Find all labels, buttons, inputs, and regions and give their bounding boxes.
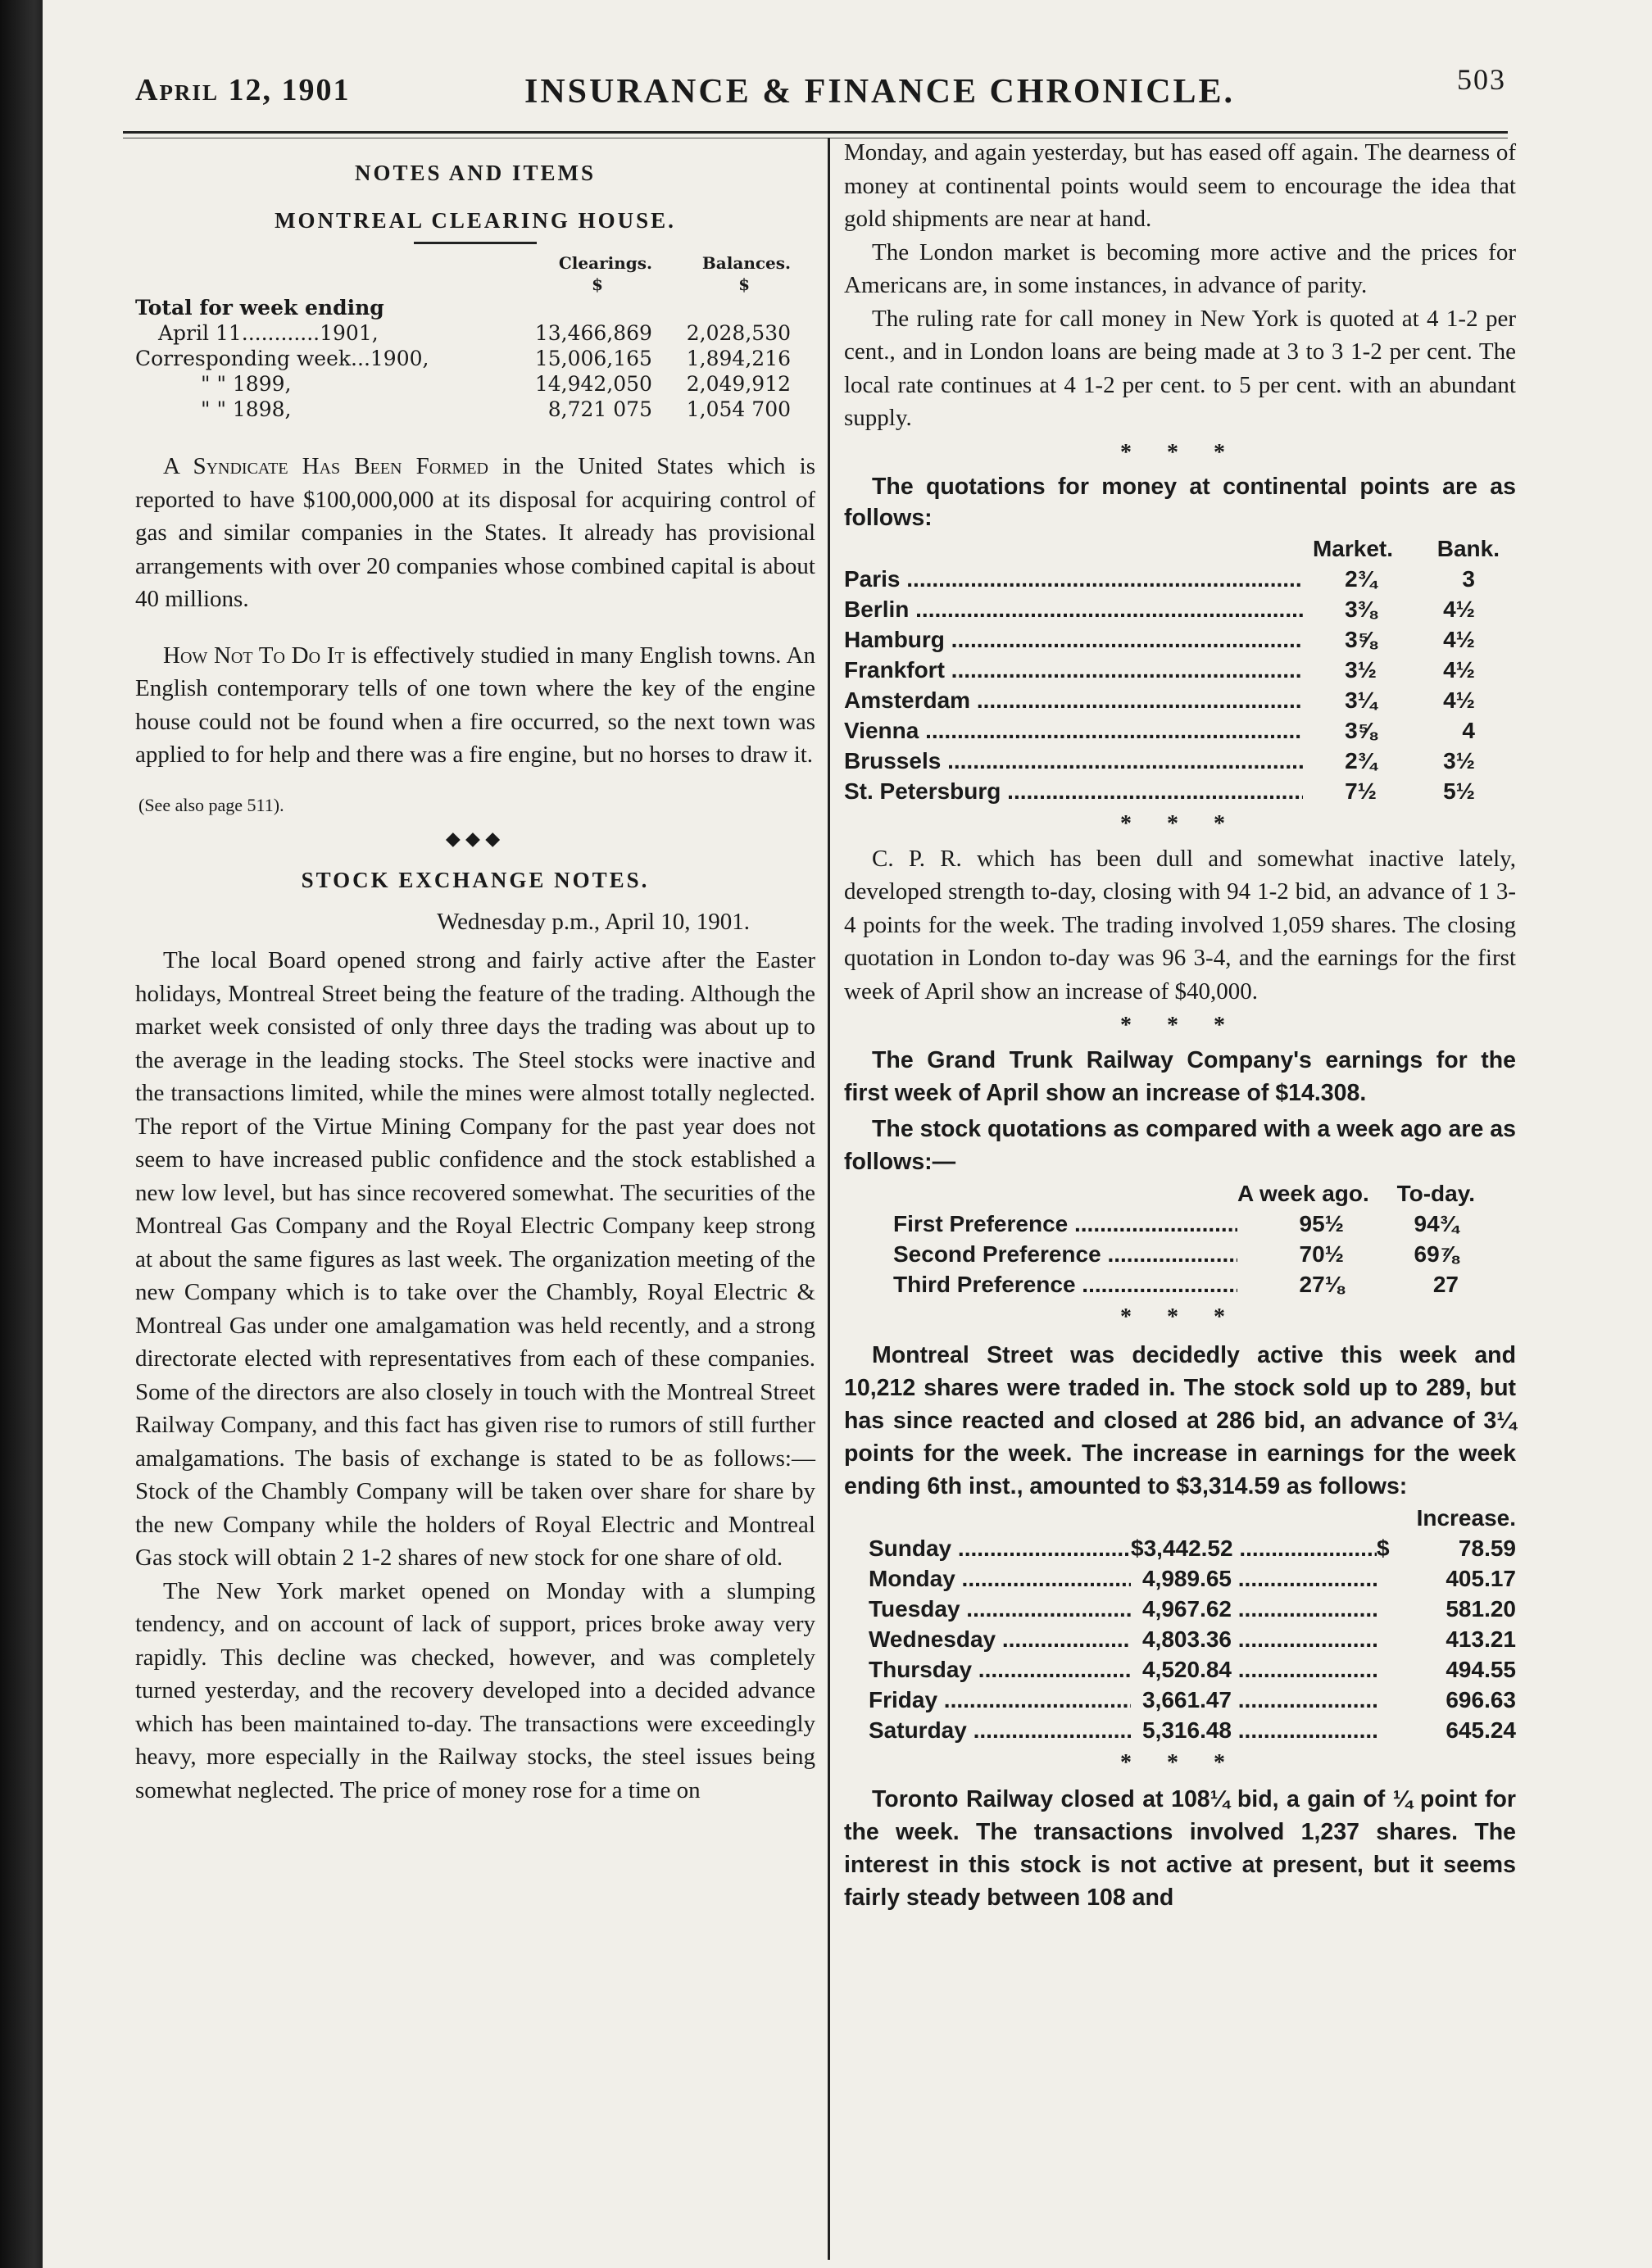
table-row [869, 1624, 1516, 1654]
header-date: April 12, 1901 [135, 73, 351, 107]
week-ago-value: 70½ [1299, 1241, 1344, 1267]
city-label: Frankfort ..... [844, 655, 1303, 685]
stock-quotes-intro: The stock quotations as compared with a week ago are as follows:— [844, 1116, 1516, 1175]
earnings-amount: 4,803.36 ..... [1131, 1624, 1377, 1654]
increase-value: 494.55 [1446, 1657, 1516, 1682]
city-label: Brussels ..... [844, 746, 1303, 776]
toronto-railway-paragraph: Toronto Railway closed at 108¼ bid, a gain of ¼ point for the week. The transactions involved 1,237 shares. The interest in this stock is not active at present, but it seems fairly steady between 108 and [844, 1786, 1516, 1911]
increase-value: 696.63 [1446, 1687, 1516, 1712]
earnings-amount: 3,661.47 ..... [1131, 1685, 1377, 1715]
market-rate: 3¼ [1345, 687, 1377, 713]
earnings-amount: 4,989.65 ..... [1131, 1563, 1377, 1594]
earnings-amount: 5,316.48 ..... [1131, 1715, 1377, 1745]
table-row [135, 320, 791, 346]
clearings-value: 14,942,050 [534, 372, 652, 396]
london-paragraph: The London market is becoming more active and the prices for Americans are, in some instances, in advance of parity. [844, 238, 1516, 298]
table-row [869, 1594, 1516, 1624]
syndicate-paragraph [135, 450, 815, 616]
today-value: 69⅞ [1414, 1241, 1459, 1267]
clearing-house-title: MONTREAL CLEARING HOUSE. [275, 208, 676, 233]
table-row [844, 746, 1500, 776]
earnings-amount: $3,442.52 ..... [1131, 1533, 1377, 1563]
row-label: Corresponding week...1900, [135, 347, 429, 370]
clearings-value: 8,721 075 [547, 397, 652, 421]
increase-value: 645.24 [1446, 1717, 1516, 1743]
city-label: Amsterdam ..... [844, 685, 1303, 715]
earnings-amount: 4,520.84 ..... [1131, 1654, 1377, 1685]
dollar-sign: $ [592, 274, 603, 294]
see-also-note: (See also page 511). [138, 794, 284, 815]
total-label: Total for week ending [135, 296, 384, 320]
how-not-paragraph [135, 639, 815, 772]
table-row [844, 655, 1500, 685]
stars-divider: * * * [1120, 1304, 1240, 1330]
stars-divider: * * * [1120, 1750, 1240, 1776]
row-label: " " 1899, [201, 372, 292, 396]
day-label: Saturday ..... [869, 1715, 1131, 1745]
row-label: April 11............1901, [158, 321, 379, 345]
table-row [869, 1533, 1516, 1563]
ornament-divider: ⬥⬥⬥ [445, 826, 506, 850]
col-clearings: Clearings. [558, 253, 652, 273]
increase-value: 405.17 [1446, 1566, 1516, 1591]
day-label: Wednesday ..... [869, 1624, 1131, 1654]
money-quotes-table [844, 533, 1500, 806]
day-label: Monday ..... [869, 1563, 1131, 1594]
stars-divider: * * * [1120, 1013, 1240, 1038]
day-label: Tuesday ..... [869, 1594, 1131, 1624]
stock-name: Third Preference ..... [893, 1269, 1237, 1300]
newspaper-page [43, 0, 1652, 2268]
table-row [844, 564, 1500, 594]
clearings-value: 15,006,165 [534, 347, 652, 370]
city-label: St. Petersburg ..... [844, 776, 1303, 806]
grand-trunk-paragraph: The Grand Trunk Railway Company's earnings for the first week of April show an increase of $14.308. [844, 1047, 1516, 1106]
table-row [893, 1269, 1483, 1300]
table-row [869, 1715, 1516, 1745]
city-label: Hamburg ..... [844, 624, 1303, 655]
city-label: Vienna ..... [844, 715, 1303, 746]
balances-value: 1,894,216 [686, 347, 791, 370]
table-row [869, 1563, 1516, 1594]
col-week-ago: A week ago. [1237, 1181, 1369, 1206]
market-rate: 7½ [1345, 778, 1377, 804]
stars-divider: * * * [1120, 439, 1240, 465]
market-rate: 3⅝ [1345, 626, 1377, 652]
bank-rate: 3 [1462, 565, 1475, 592]
day-label: Friday ..... [869, 1685, 1131, 1715]
dollar-sign [1377, 1563, 1409, 1594]
money-quotes-intro: The quotations for money at continental points are as follows: [844, 473, 1516, 531]
header-title: INSURANCE & FINANCE CHRONICLE. [524, 73, 1236, 111]
table-row [135, 371, 791, 397]
call-money-paragraph: The ruling rate for call money in New York is quoted at 4 1-2 per cent., and in London loans are being made at 3 to 3 1-2 per cent. The local rate continues at 4 1-2 per cent. to 5 per cent. with an abundant supply. [844, 305, 1516, 431]
bank-rate: 4½ [1443, 626, 1475, 652]
stock-exchange-title: STOCK EXCHANGE NOTES. [301, 868, 650, 892]
market-rate: 3⅜ [1345, 596, 1377, 622]
table-row [893, 1239, 1483, 1269]
col-bank: Bank. [1436, 535, 1500, 561]
table-row [869, 1685, 1516, 1715]
table-row [844, 624, 1500, 655]
bank-rate: 4½ [1443, 656, 1475, 683]
cpr-paragraph: C. P. R. which has been dull and somewhat inactive lately, developed strength to-day, closing with 94 1-2 bid, an advance of 1 3-4 points for the week. The trading involved 1,059 shares. The closing quotation in London to-day was 96 3-4, and the earnings for the first week of April show an increase of $40,000. [844, 845, 1516, 1005]
today-value: 94¾ [1414, 1211, 1459, 1236]
col-balances: Balances. [701, 253, 791, 273]
gtr-stock-table [893, 1178, 1483, 1300]
balances-value: 2,028,530 [686, 321, 791, 345]
dollar-sign [1377, 1594, 1409, 1624]
dateline: Wednesday p.m., April 10, 1901. [437, 909, 750, 935]
market-rate: 3⅝ [1345, 717, 1377, 743]
column-divider [828, 138, 830, 2260]
week-ago-value: 95½ [1299, 1211, 1344, 1236]
table-row [844, 594, 1500, 624]
increase-value: 581.20 [1446, 1596, 1516, 1622]
bank-rate: 3½ [1443, 747, 1475, 773]
bank-rate: 4½ [1443, 687, 1475, 713]
syndicate-text: in the United States which is reported to have $100,000,000 at its disposal for acquiring control of gas and similar companies in the States. It already has provisional arrangements with over 20 companies whose combined capital is about 40 millions. [135, 453, 815, 612]
week-ago-value: 27⅛ [1299, 1272, 1344, 1297]
dollar-sign [1377, 1654, 1409, 1685]
table-row [135, 397, 791, 422]
dollar-sign: $ [1377, 1535, 1390, 1561]
syndicate-lead: A Syndicate Has Been Formed [163, 453, 488, 479]
increase-value: 413.21 [1446, 1626, 1516, 1652]
how-not-text: is effectively studied in many English towns. An English contemporary tells of one town where the key of the engine house could not be found when a fire occurred, so the next town was applied to for help and there was a fire engine, but no horses to draw it. [135, 642, 815, 768]
today-value: 27 [1432, 1272, 1459, 1297]
table-row [869, 1654, 1516, 1685]
col-increase: Increase. [1416, 1505, 1516, 1531]
section-title: NOTES AND ITEMS [354, 161, 597, 185]
row-label: " " 1898, [201, 397, 292, 421]
earnings-table [869, 1503, 1516, 1745]
dollar-sign [1377, 1685, 1409, 1715]
earnings-amount: 4,967.62 ..... [1131, 1594, 1377, 1624]
col-today: To-day. [1396, 1181, 1475, 1206]
right-column [844, 136, 1516, 1914]
how-not-lead: How Not To Do It [163, 642, 345, 669]
col-market: Market. [1312, 535, 1393, 561]
clearing-house-table [135, 252, 791, 422]
bank-rate: 4½ [1443, 596, 1475, 622]
table-row [893, 1209, 1483, 1239]
balances-value: 1,054 700 [686, 397, 791, 421]
stock-name: Second Preference ..... [893, 1239, 1237, 1269]
day-label: Thursday ..... [869, 1654, 1131, 1685]
bank-rate: 4 [1462, 717, 1475, 743]
montreal-street-paragraph: Montreal Street was decidedly active this week and 10,212 shares were traded in. The stock sold up to 289, but has since reacted and closed at 286 bid, an advance of 3¼ points for the week. The increase in earnings for the week ending 6th inst., amounted to $3,314.59 as follows: [844, 1342, 1516, 1499]
bank-rate: 5½ [1443, 778, 1475, 804]
increase-value: 78.59 [1458, 1535, 1516, 1561]
city-label: Berlin ..... [844, 594, 1303, 624]
market-rate: 2¾ [1345, 747, 1377, 773]
stock-name: First Preference ..... [893, 1209, 1237, 1239]
stars-divider: * * * [1120, 810, 1240, 837]
table-row [844, 685, 1500, 715]
market-rate: 2¾ [1345, 565, 1377, 592]
stock-paragraph-2: The New York market opened on Monday with a slumping tendency, and on account of lack of support, prices broke away very rapidly. This decline was checked, however, and was completely turned yesterday, and the recovery developed into a decided advance which has been maintained to-day. The transactions were exceedingly heavy, more especially in the Railway stocks, the steel issues being somewhat neglected. The price of money rose for a time on [135, 1577, 815, 1803]
title-rule [414, 242, 537, 244]
table-row [135, 346, 791, 371]
balances-value: 2,049,912 [686, 372, 791, 396]
city-label: Paris ..... [844, 564, 1303, 594]
left-column [135, 152, 815, 1807]
table-row [844, 715, 1500, 746]
market-rate: 3½ [1345, 656, 1377, 683]
money-paragraph-cont: Monday, and again yesterday, but has eased off again. The dearness of money at continental points would seem to encourage the idea that gold shipments are near at hand. [844, 139, 1516, 232]
clearings-value: 13,466,869 [534, 321, 652, 345]
stock-paragraph-1: The local Board opened strong and fairly active after the Easter holidays, Montreal Street being the feature of the trading. Although the market week consisted of only three days the trading was about up to the average in the leading stocks. The Steel stocks were inactive and the transactions limited, while the mines were almost totally neglected. The report of the Virtue Mining Company for the past year does not seem to have increased public confidence and the stock established a new low level, but has since recovered somewhat. The securities of the Montreal Gas Company and the Royal Electric Company keep strong at about the same figures as last week. The organization meeting of the new Company which is to take over the Chambly, Royal Electric & Montreal Gas under one amalgamation was held recently, and a strong directorate elected with representatives from each of these companies. Some of the directors are also closely in touch with the Montreal Street Railway Company, and this fact has given rise to rumors of still further amalgamations. The basis of exchange is stated to be as follows:—Stock of the Chambly Company will be taken over share for share by the new Company while the holders of Royal Electric and Montreal Gas stock will obtain 2 1-2 shares of new stock for one share of old. [135, 947, 815, 1571]
dollar-sign [1377, 1715, 1409, 1745]
table-row [844, 776, 1500, 806]
header-rule [123, 131, 1508, 134]
day-label: Sunday ..... [869, 1533, 1131, 1563]
page-number: 503 [1457, 63, 1506, 96]
dollar-sign: $ [738, 274, 750, 294]
dollar-sign [1377, 1624, 1409, 1654]
